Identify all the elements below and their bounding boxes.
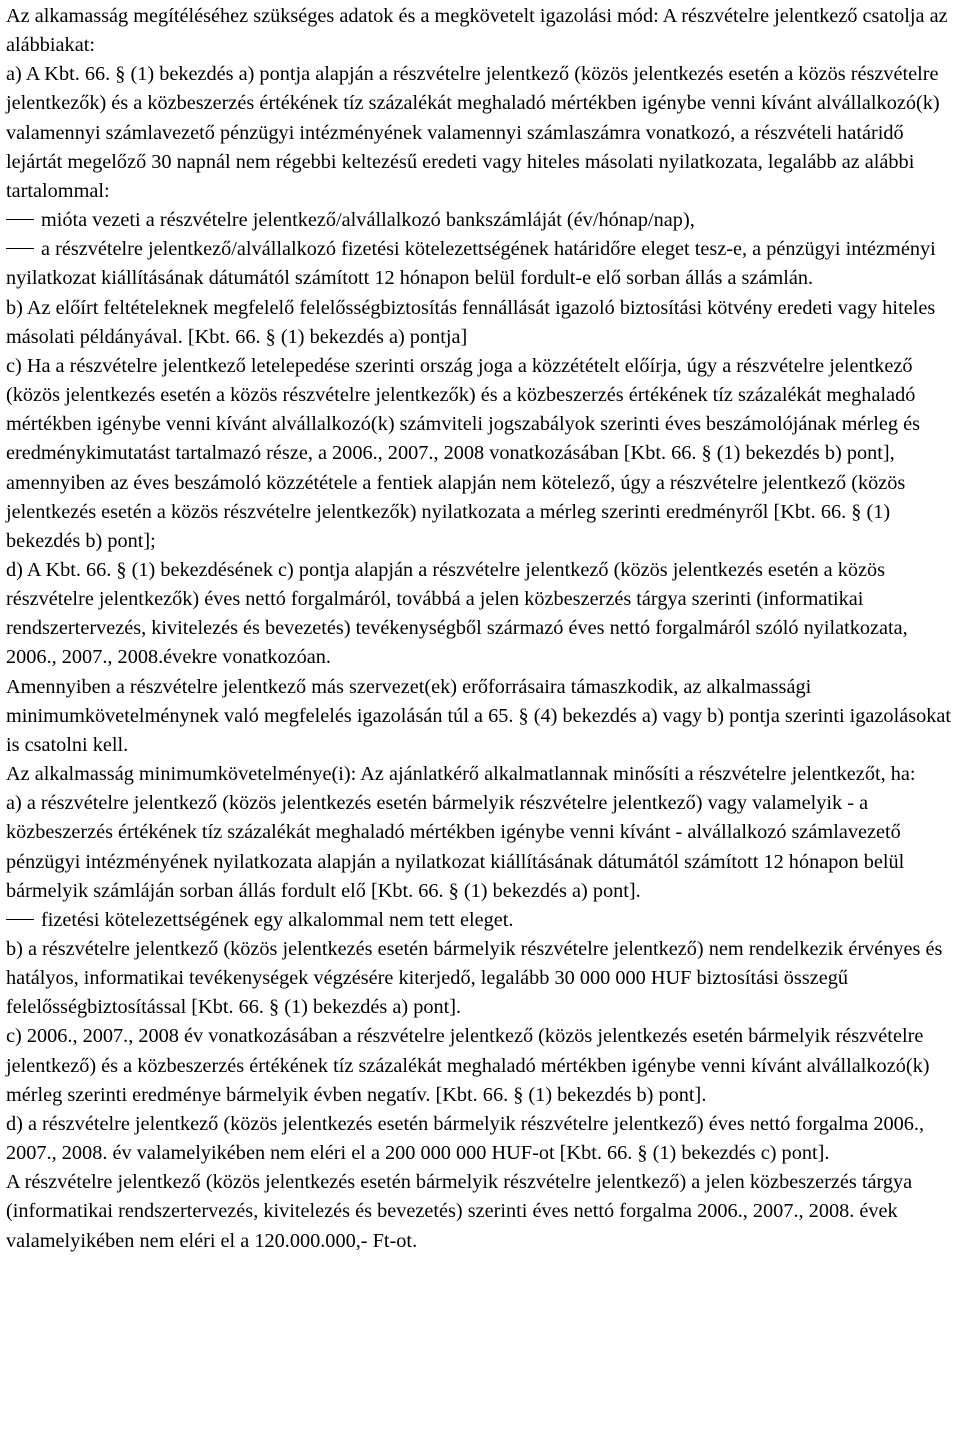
dash-item-payment-obligation bbox=[6, 235, 956, 293]
paragraph-req-c: c) 2006., 2007., 2008 év vonatkozásában a részvételre jelentkező (közös jelentkezés esetén bármelyik részvételre jelentkező) és a közbeszerzés értékének tíz százalékát meghaladó mértékben igénybe venni kívánt alvállalkozó(k) mérleg szerinti eredménye bármelyik évben negatív. [Kbt. 66. § (1) bekezdés b) pont]. bbox=[6, 1025, 935, 1106]
paragraph-final-turnover: A részvételre jelentkező (közös jelentkezés esetén bármelyik részvételre jelentkező) a jelen közbeszerzés tárgya (informatikai rendszertervezés, kivitelezés és bevezetés) szerinti éves nettó forgalma 2006., 2007., 2008. évek valamelyikében nem eléri el a 120.000.000,- Ft-ot. bbox=[6, 1171, 918, 1252]
paragraph-other-resources: Amennyiben a részvételre jelentkező más szervezet(ek) erőforrásaira támaszkodik, az alkalmassági minimumkövetelménynek való megfelelés igazolásán túl a 65. § (4) bekezdés a) vagy b) pontja szerinti igazolásokat is csatolni kell. bbox=[6, 675, 957, 756]
paragraph-req-b: b) a részvételre jelentkező (közös jelentkezés esetén bármelyik részvételre jelentkező) nem rendelkezik érvényes és hatályos, informatikai tevékenységek végzésére kiterjedő, legalább 30 000 000 HUF biztosítási összegű felelősségbiztosítással [Kbt. 66. § (1) bekezdés a) pont]. bbox=[6, 938, 948, 1019]
dash-item-text: mióta vezeti a részvételre jelentkező/alvállalkozó bankszámláját (év/hónap/nap), bbox=[41, 209, 695, 232]
dash-item-text: fizetési kötelezettségének egy alkalommal nem tett eleget. bbox=[41, 908, 514, 931]
paragraph-d-turnover: d) A Kbt. 66. § (1) bekezdésének c) pontja alapján a részvételre jelentkező (közös jelentkezés esetén a közös részvételre jelentkezők) éves nettó forgalmáról, továbbá a jelen közbeszerzés tárgya szerinti (informatikai rendszertervezés, kivitelezés és bevezetés) tevékenységből származó éves nettó forgalmáról szóló nyilatkozata, 2006., 2007., 2008.évekre vonatkozóan. bbox=[6, 558, 913, 669]
paragraph-b-insurance: b) Az előírt feltételeknek megfelelő felelősségbiztosítás fennállását igazoló biztosítási kötvény eredeti vagy hiteles másolati példányával. [Kbt. 66. § (1) bekezdés a) pontja] bbox=[6, 296, 941, 348]
paragraph-req-a: a) a részvételre jelentkező (közös jelentkezés esetén bármelyik részvételre jelentkező) vagy valamelyik - a közbeszerzés értékének tíz százalékát meghaladó mértékben igénybe venni kívánt - alvállalkozó számlavezető pénzügyi intézményének nyilatkozata alapján a nyilatkozat kiállításának dátumától számított 12 hónapon belül bármelyik számláján sorban állás fordult elő [Kbt. 66. § (1) bekezdés a) pont]. bbox=[6, 792, 910, 902]
paragraph-a-bank-statement: a) A Kbt. 66. § (1) bekezdés a) pontja alapján a részvételre jelentkező (közös jelentkezés esetén a közös részvételre jelentkezők) és a közbeszerzés értékének tíz százalékát meghaladó mértékben igénybe venni kívánt alvállalkozó(k) valamennyi számlavezető pénzügyi intézményének valamennyi számlaszámra vonatkozó, a részvételi határidő lejártát megelőző 30 napnál nem régebbi keltezésű eredeti vagy hiteles másolati nyilatkozata, legalább az alábbi tartalommal: bbox=[6, 63, 945, 202]
dash-item-account-since bbox=[6, 206, 956, 235]
paragraph-c-annual-report: c) Ha a részvételre jelentkező letelepedése szerinti ország joga a közzétételt előírja, úgy a részvételre jelentkező (közös jelentkezés esetén a közös részvételre jelentkezők) és a közbeszerzés értékének tíz százalékát meghaladó mértékben igénybe venni kívánt alvállalkozó(k) számviteli jogszabályok szerinti éves beszámolójának mérleg és eredménykimutatást tartalmazó része, a 2006., 2007., 2008 vonatkozásában [Kbt. 66. § (1) bekezdés b) pont], amennyiben az éves beszámoló közzététele a fentiek alapján nem kötelező, úgy a részvételre jelentkező (közös jelentkezés esetén a közös részvételre jelentkezők) nyilatkozata a mérleg szerinti eredményről [Kbt. 66. § (1) bekezdés b) pont]; bbox=[6, 354, 926, 552]
dash-item-payment-failed bbox=[6, 906, 956, 935]
paragraph-intro: Az alkamasság megítéléséhez szükséges adatok és a megkövetelt igazolási mód: A részvételre jelentkező csatolja az alábbiakat: bbox=[6, 5, 953, 57]
paragraph-req-d: d) a részvételre jelentkező (közös jelentkezés esetén bármelyik részvételre jelentkező) éves nettó forgalma 2006., 2007., 2008. év valamelyikében nem eléri el a 200 000 000 HUF-ot [Kbt. 66. § (1) bekezdés c) pont]. bbox=[6, 1112, 930, 1165]
document-page bbox=[6, 0, 956, 1256]
paragraph-minimum-requirements: Az alkalmasság minimumkövetelménye(i): Az ajánlatkérő alkalmatlannak minősíti a részvételre jelentkezőt, ha: bbox=[6, 763, 916, 786]
dash-item-text: a részvételre jelentkező/alvállalkozó fizetési kötelezettségének határidőre eleget tesz-e, a pénzügyi intézményi nyilatkozat kiállításának dátumától számított 12 hónapon belül fordult-e elő sorban állás a számlán. bbox=[6, 238, 941, 290]
